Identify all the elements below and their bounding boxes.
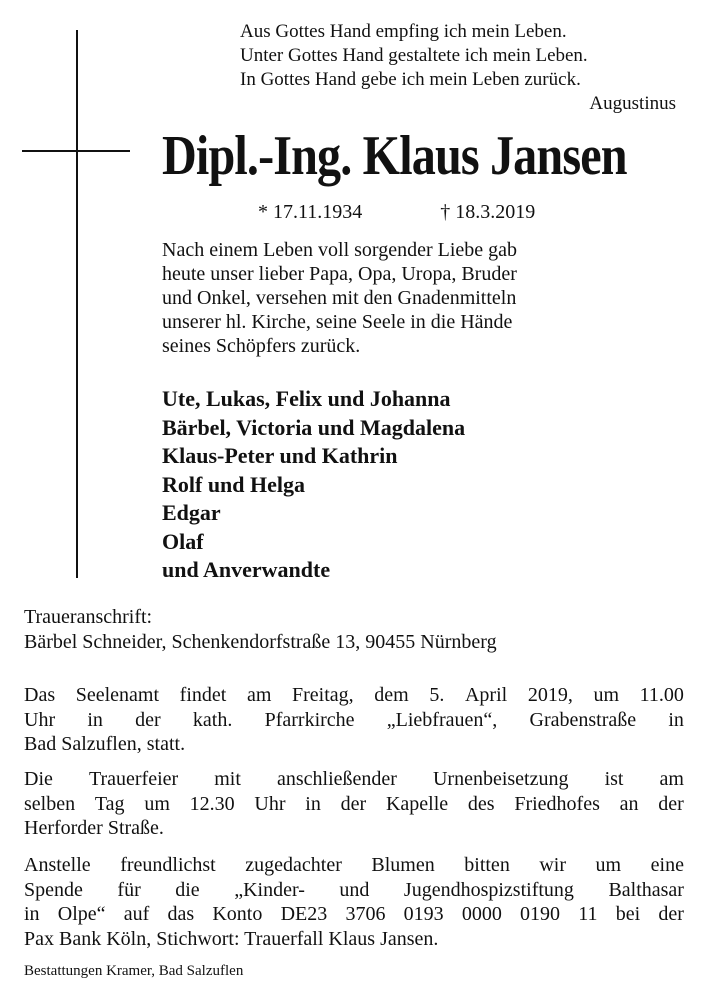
paragraph-line: in Olpe“ auf das Konto DE23 3706 0193 0000 0190 11 bei der <box>24 903 684 925</box>
cross-icon-vertical-bar <box>76 30 78 578</box>
mourning-address <box>24 605 684 655</box>
donation-paragraph <box>24 853 684 951</box>
paragraph-line: Bad Salzuflen, statt. <box>24 733 186 755</box>
mourner-line: Klaus-Peter und Kathrin <box>162 443 398 468</box>
mourner-line: Ute, Lukas, Felix und Johanna <box>162 386 451 411</box>
requiem-paragraph <box>24 683 684 757</box>
mourner-line: und Anverwandte <box>162 557 331 582</box>
intro-line: unserer hl. Kirche, seine Seele in die Hände <box>162 311 513 333</box>
intro-line: heute unser lieber Papa, Opa, Uropa, Bruder <box>162 263 517 285</box>
paragraph-line: Uhr in der kath. Pfarrkirche „Liebfrauen“, Grabenstraße in <box>24 708 684 731</box>
funeral-home-credit: Bestattungen Kramer, Bad Salzuflen <box>24 963 244 979</box>
intro-line: seines Schöpfers zurück. <box>162 335 361 357</box>
paragraph-line: Spende für die „Kinder- und Jugendhospizstiftung Balthasar <box>24 878 684 901</box>
birth-date: * 17.11.1934 <box>258 201 363 223</box>
death-date: † 18.3.2019 <box>440 201 536 223</box>
deceased-name: Dipl.-Ing. Klaus Jansen <box>162 125 627 187</box>
intro-line: und Onkel, versehen mit den Gnadenmitteln <box>162 287 517 309</box>
paragraph-line: selben Tag um 12.30 Uhr in der Kapelle des Friedhofes an der <box>24 792 684 815</box>
address-label: Traueranschrift: <box>24 606 153 628</box>
quote-attribution: Augustinus <box>589 93 676 114</box>
paragraph-line: Herforder Straße. <box>24 817 164 839</box>
address-value: Bärbel Schneider, Schenkendorfstraße 13, 90455 Nürnberg <box>24 631 497 653</box>
quote-line: Aus Gottes Hand empfing ich mein Leben. <box>240 21 567 42</box>
intro-text <box>162 238 682 358</box>
quote-line: In Gottes Hand gebe ich mein Leben zurück. <box>240 69 581 90</box>
quote-line: Unter Gottes Hand gestaltete ich mein Leben. <box>240 45 588 66</box>
paragraph-line: Anstelle freundlichst zugedachter Blumen bitten wir um eine <box>24 854 684 876</box>
funeral-paragraph <box>24 767 684 841</box>
quote-block <box>240 20 680 116</box>
mourner-line: Rolf und Helga <box>162 471 306 497</box>
paragraph-line: Die Trauerfeier mit anschließender Urnenbeisetzung ist am <box>24 768 684 790</box>
life-dates <box>258 199 535 225</box>
cross-icon-horizontal-bar <box>22 150 130 152</box>
paragraph-line: Das Seelenamt findet am Freitag, dem 5. April 2019, um 11.00 <box>24 684 684 706</box>
paragraph-line: Pax Bank Köln, Stichwort: Trauerfall Klaus Jansen. <box>24 927 439 950</box>
mourners-list <box>162 385 682 585</box>
mourner-line: Olaf <box>162 528 204 554</box>
intro-line: Nach einem Leben voll sorgender Liebe gab <box>162 239 518 261</box>
mourner-line: Edgar <box>162 500 221 525</box>
mourner-line: Bärbel, Victoria und Magdalena <box>162 414 466 440</box>
